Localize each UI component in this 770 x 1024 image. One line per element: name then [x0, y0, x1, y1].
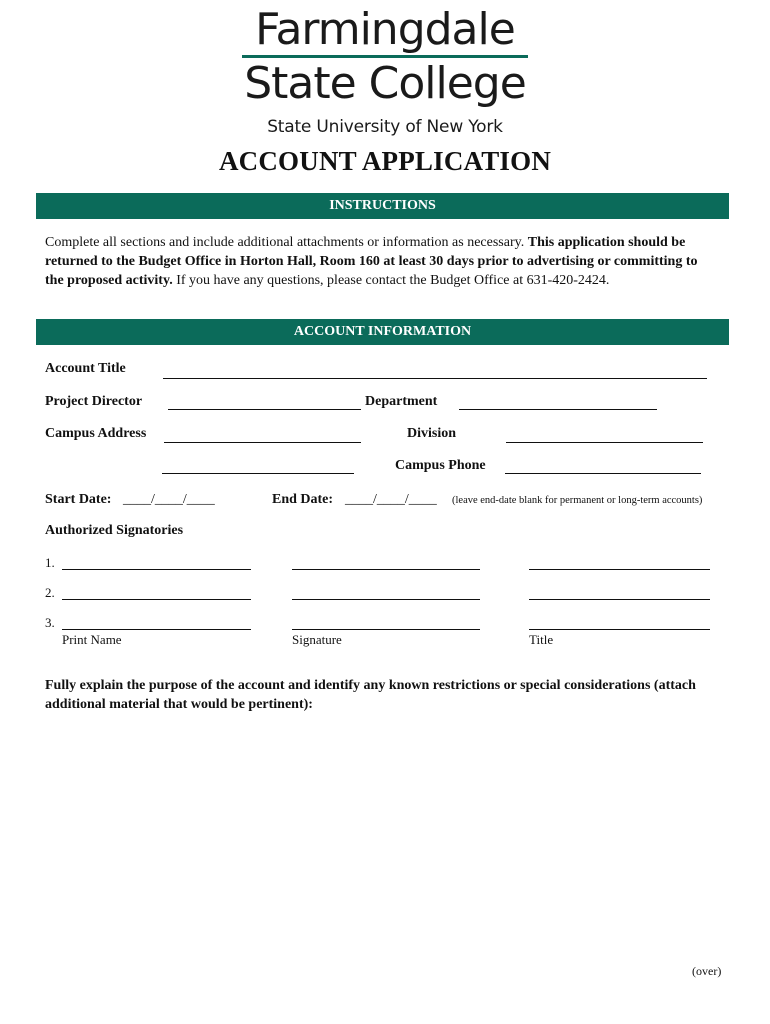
document-title: ACCOUNT APPLICATION — [218, 146, 552, 176]
division-field[interactable] — [506, 442, 703, 443]
department-field[interactable] — [459, 409, 657, 410]
signatory-3-print-name[interactable] — [62, 629, 251, 630]
logo-line2: State College — [244, 58, 526, 109]
project-director-label: Project Director — [45, 394, 143, 409]
campus-address-field-1[interactable] — [164, 442, 361, 443]
instructions-text-part2: If you have any questions, please contact the Budget Office at 631-420-2424. — [172, 273, 610, 288]
college-logo — [0, 6, 770, 138]
signatory-row-number: 2. — [45, 585, 55, 600]
account-info-header: ACCOUNT INFORMATION — [36, 319, 729, 345]
account-title-label: Account Title — [45, 361, 126, 376]
signatories-heading: Authorized Signatories — [45, 523, 184, 538]
start-date-field[interactable]: ____/____/____ — [123, 492, 215, 507]
signatory-1-title[interactable] — [529, 569, 710, 570]
division-label: Division — [407, 426, 457, 441]
signatory-1-signature[interactable] — [292, 569, 480, 570]
end-date-field[interactable]: ____/____/____ — [345, 492, 437, 507]
campus-address-field-2[interactable] — [162, 473, 354, 474]
campus-phone-label: Campus Phone — [395, 458, 486, 473]
signature-caption: Signature — [292, 632, 342, 647]
purpose-prompt: Fully explain the purpose of the account and identify any known restrictions or special considerations (attach additional material that would be pertinent): — [45, 678, 696, 712]
instructions-header: INSTRUCTIONS — [36, 193, 729, 219]
instructions-text — [45, 233, 717, 290]
campus-phone-field[interactable] — [505, 473, 701, 474]
signatory-row-number: 1. — [45, 555, 55, 570]
signatory-1-print-name[interactable] — [62, 569, 251, 570]
signatory-2-signature[interactable] — [292, 599, 480, 600]
signatory-3-title[interactable] — [529, 629, 710, 630]
project-director-field[interactable] — [168, 409, 361, 410]
print-name-caption: Print Name — [62, 632, 122, 647]
title-caption: Title — [529, 632, 554, 647]
over-note: (over) — [692, 964, 722, 978]
instructions-text-bold: This application should be returned to the Budget Office in Horton Hall, Room 160 at least 30 days prior to advertising or committing to the proposed activity. — [45, 235, 698, 288]
end-date-note: (leave end-date blank for permanent or long-term accounts) — [452, 495, 703, 506]
signatory-2-print-name[interactable] — [62, 599, 251, 600]
signatory-row-number: 3. — [45, 615, 55, 630]
signatory-2-title[interactable] — [529, 599, 710, 600]
department-label: Department — [365, 394, 438, 409]
account-title-field[interactable] — [163, 378, 707, 379]
logo-line1: Farmingdale — [255, 4, 515, 55]
instructions-text-part1: Complete all sections and include additional attachments or information as necessary. — [45, 235, 528, 250]
campus-address-label: Campus Address — [45, 426, 147, 441]
end-date-label: End Date: — [272, 492, 334, 507]
logo-subtitle: State University of New York — [267, 117, 503, 137]
start-date-label: Start Date: — [45, 492, 112, 507]
signatory-3-signature[interactable] — [292, 629, 480, 630]
